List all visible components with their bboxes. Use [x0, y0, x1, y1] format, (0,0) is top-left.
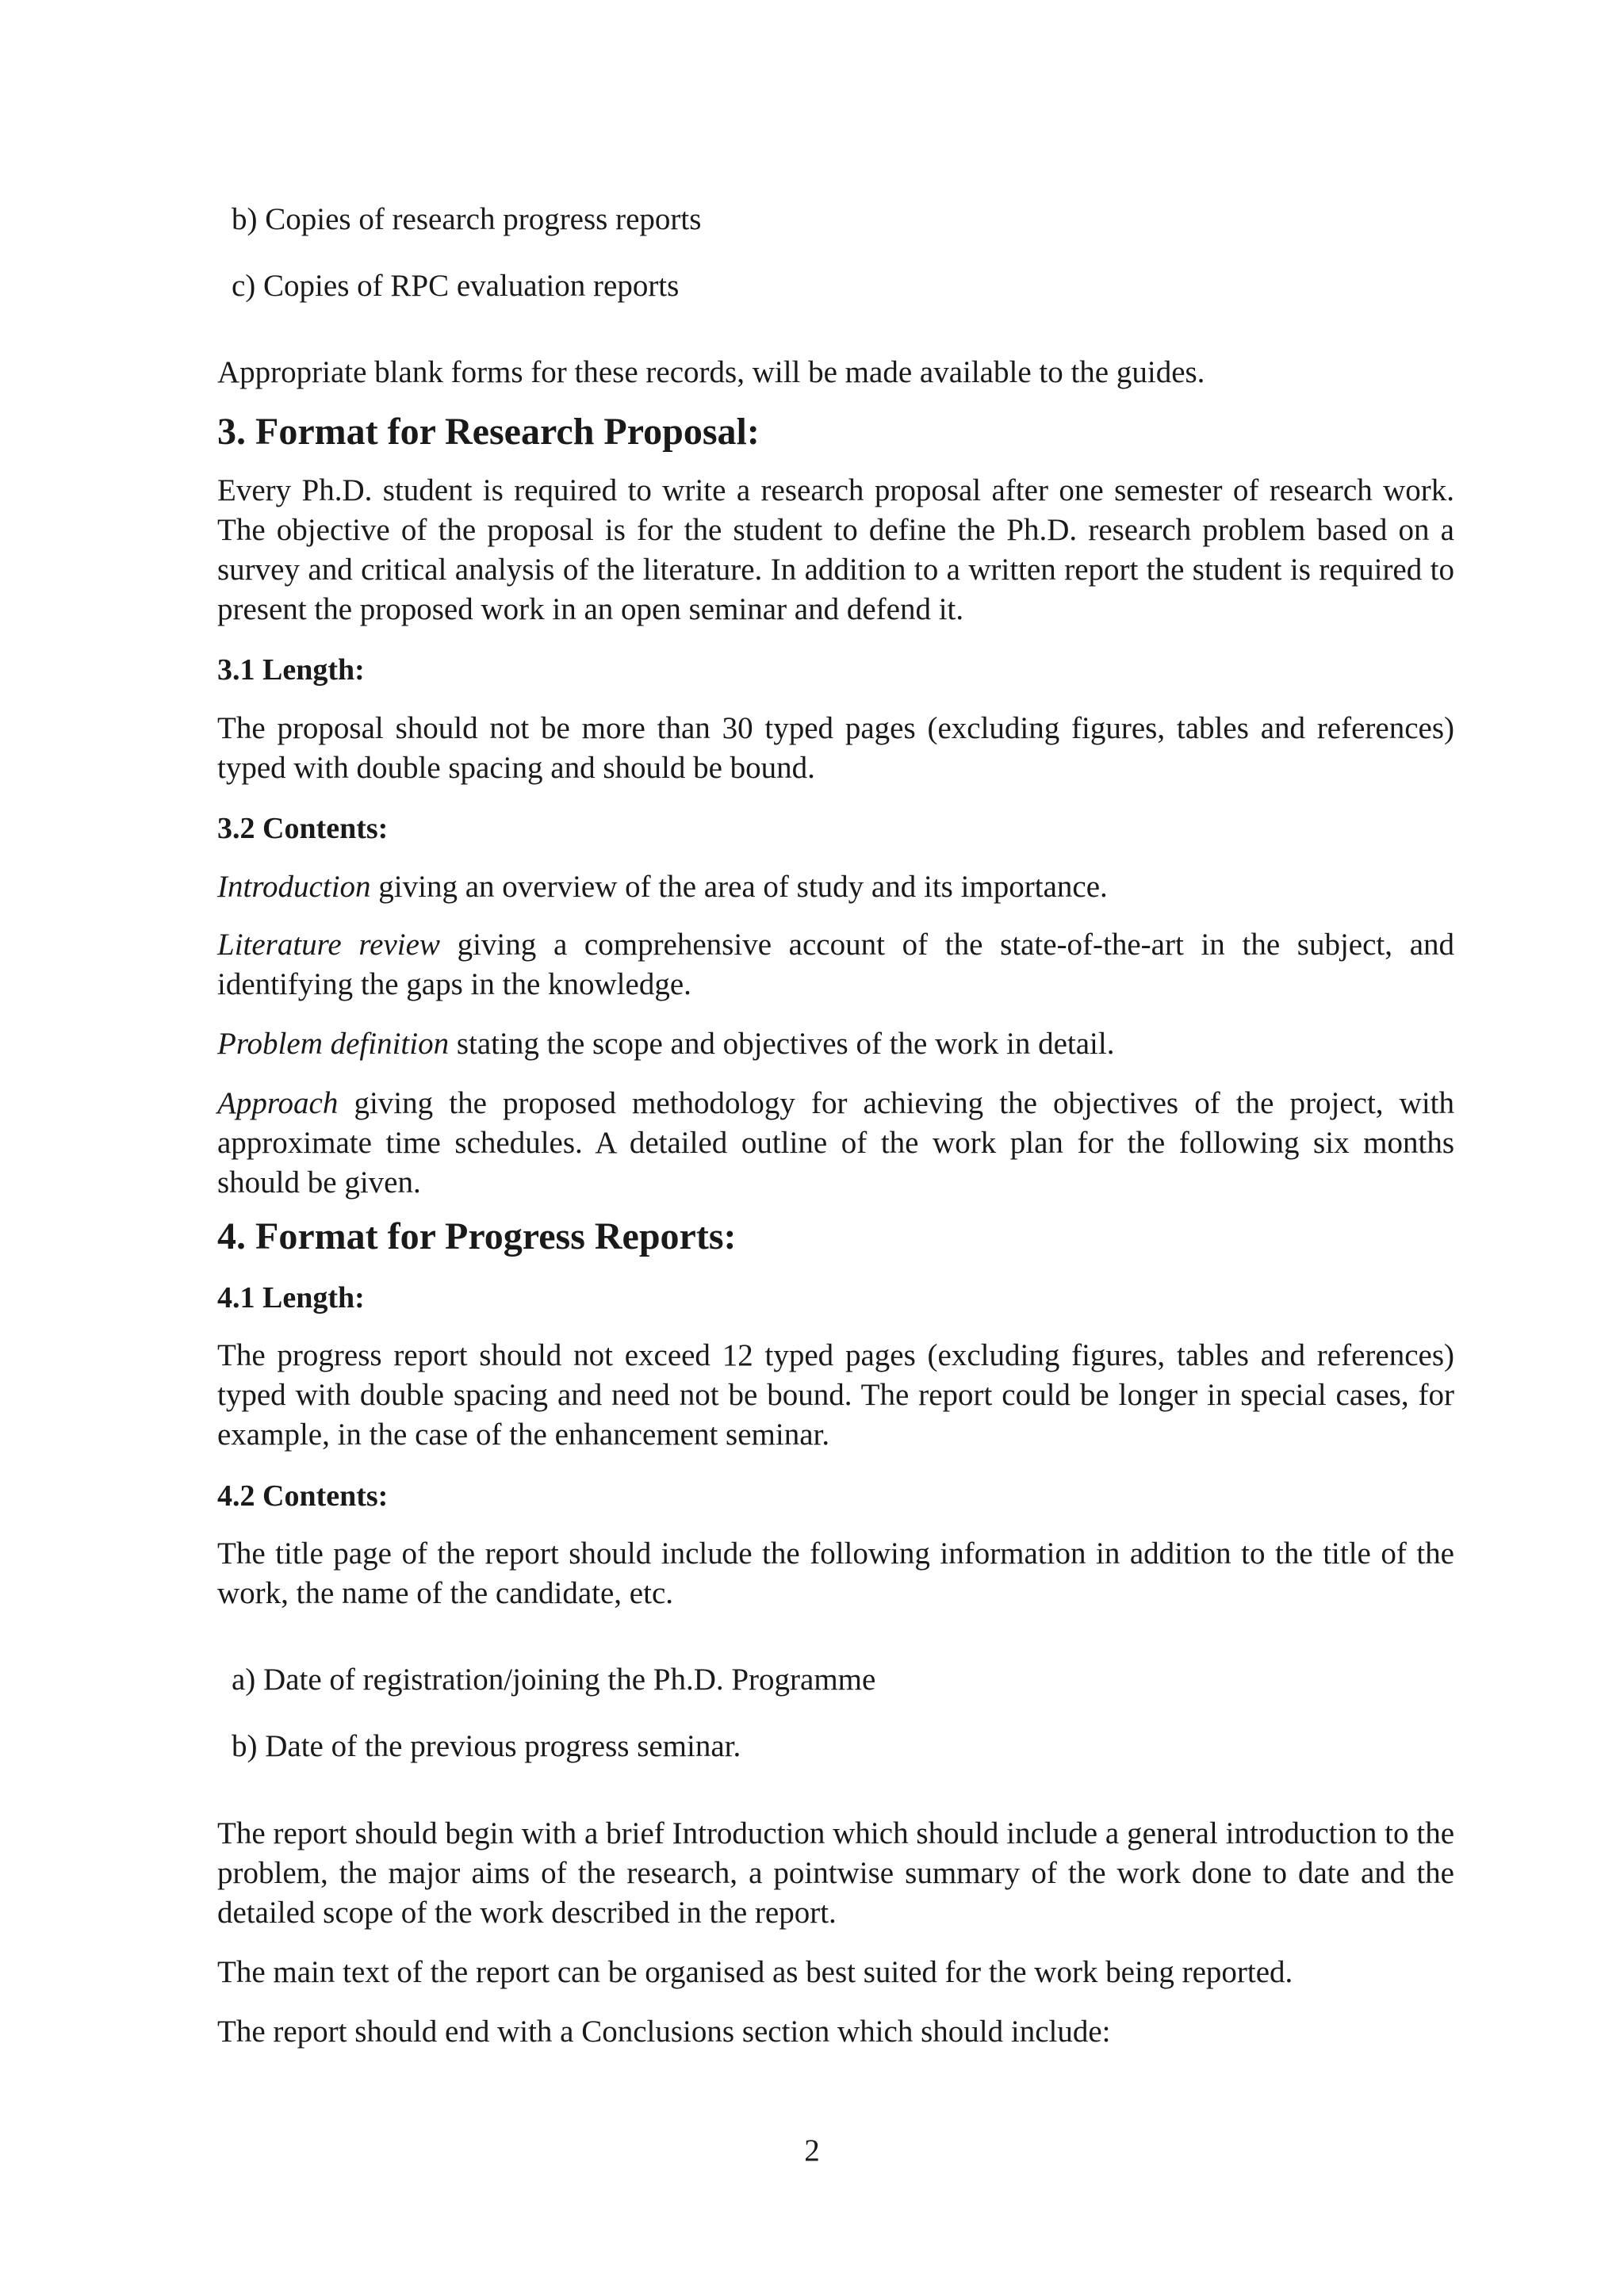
section-3-2-heading: 3.2 Contents:: [217, 812, 389, 845]
literature-review-text: giving a comprehensive account of the state-of-the-art in the subject, and identifying the gaps in the knowledge.: [217, 928, 1455, 1001]
section-3-1-text: The proposal should not be more than 30 typed pages (excluding figures, tables and references) typed with double spacing and should be bound.: [217, 711, 1454, 785]
list-item-previous-seminar-date: b) Date of the previous progress seminar.: [232, 1729, 741, 1763]
section-3-intro: Every Ph.D. student is required to write a research proposal after one semester of research work. The objective of the proposal is for the student to define the Ph.D. research problem based on a survey and critical analysis of the literature. In addition to a written report the student is required to present the proposed work in an open seminar and defend it.: [217, 473, 1454, 626]
problem-definition-term: Problem definition: [217, 1027, 450, 1061]
literature-review-paragraph: [217, 925, 1454, 1004]
section-4-2-heading: 4.2 Contents:: [217, 1479, 389, 1513]
approach-paragraph: [217, 1084, 1454, 1203]
list-item-rpc-reports: c) Copies of RPC evaluation reports: [232, 269, 680, 303]
section-4-heading: 4. Format for Progress Reports:: [217, 1215, 737, 1257]
list-item-registration-date: a) Date of registration/joining the Ph.D. Programme: [232, 1663, 876, 1697]
report-main-text-paragraph: The main text of the report can be organised as best suited for the work being reported.: [217, 1955, 1293, 1989]
introduction-text: giving an overview of the area of study and its importance.: [370, 870, 1108, 904]
section-3-heading: 3. Format for Research Proposal:: [217, 411, 760, 453]
page-number: 2: [804, 2133, 820, 2168]
list-item-progress-reports: b) Copies of research progress reports: [232, 202, 702, 236]
problem-definition-text: stating the scope and objectives of the work in detail.: [449, 1027, 1115, 1061]
introduction-paragraph: [217, 867, 1454, 907]
section-4-1-heading: 4.1 Length:: [217, 1281, 365, 1314]
section-4-2-text: The title page of the report should include the following information in addition to the title of the work, the name of the candidate, etc.: [217, 1536, 1454, 1610]
section-3-1-heading: 3.1 Length:: [217, 653, 365, 687]
problem-definition-paragraph: [217, 1024, 1454, 1064]
report-introduction-paragraph: The report should begin with a brief Introduction which should include a general introduction to the problem, the major aims of the research, a pointwise summary of the work done to date and the detailed scope of the work described in the report.: [217, 1816, 1454, 1930]
approach-text: giving the proposed methodology for achieving the objectives of the project, with approximate time schedules. A detailed outline of the work plan for the following six months should be given.: [217, 1086, 1454, 1200]
approach-term: Approach: [217, 1086, 339, 1120]
literature-review-term: Literature review: [217, 928, 440, 962]
introduction-term: Introduction: [217, 870, 371, 904]
forms-note: Appropriate blank forms for these records, will be made available to the guides.: [217, 355, 1205, 389]
report-conclusions-paragraph: The report should end with a Conclusions section which should include:: [217, 2015, 1111, 2049]
section-4-1-text: The progress report should not exceed 12 typed pages (excluding figures, tables and references) typed with double spacing and need not be bound. The report could be longer in special cases, for example, in the case of the enhancement seminar.: [217, 1338, 1454, 1452]
